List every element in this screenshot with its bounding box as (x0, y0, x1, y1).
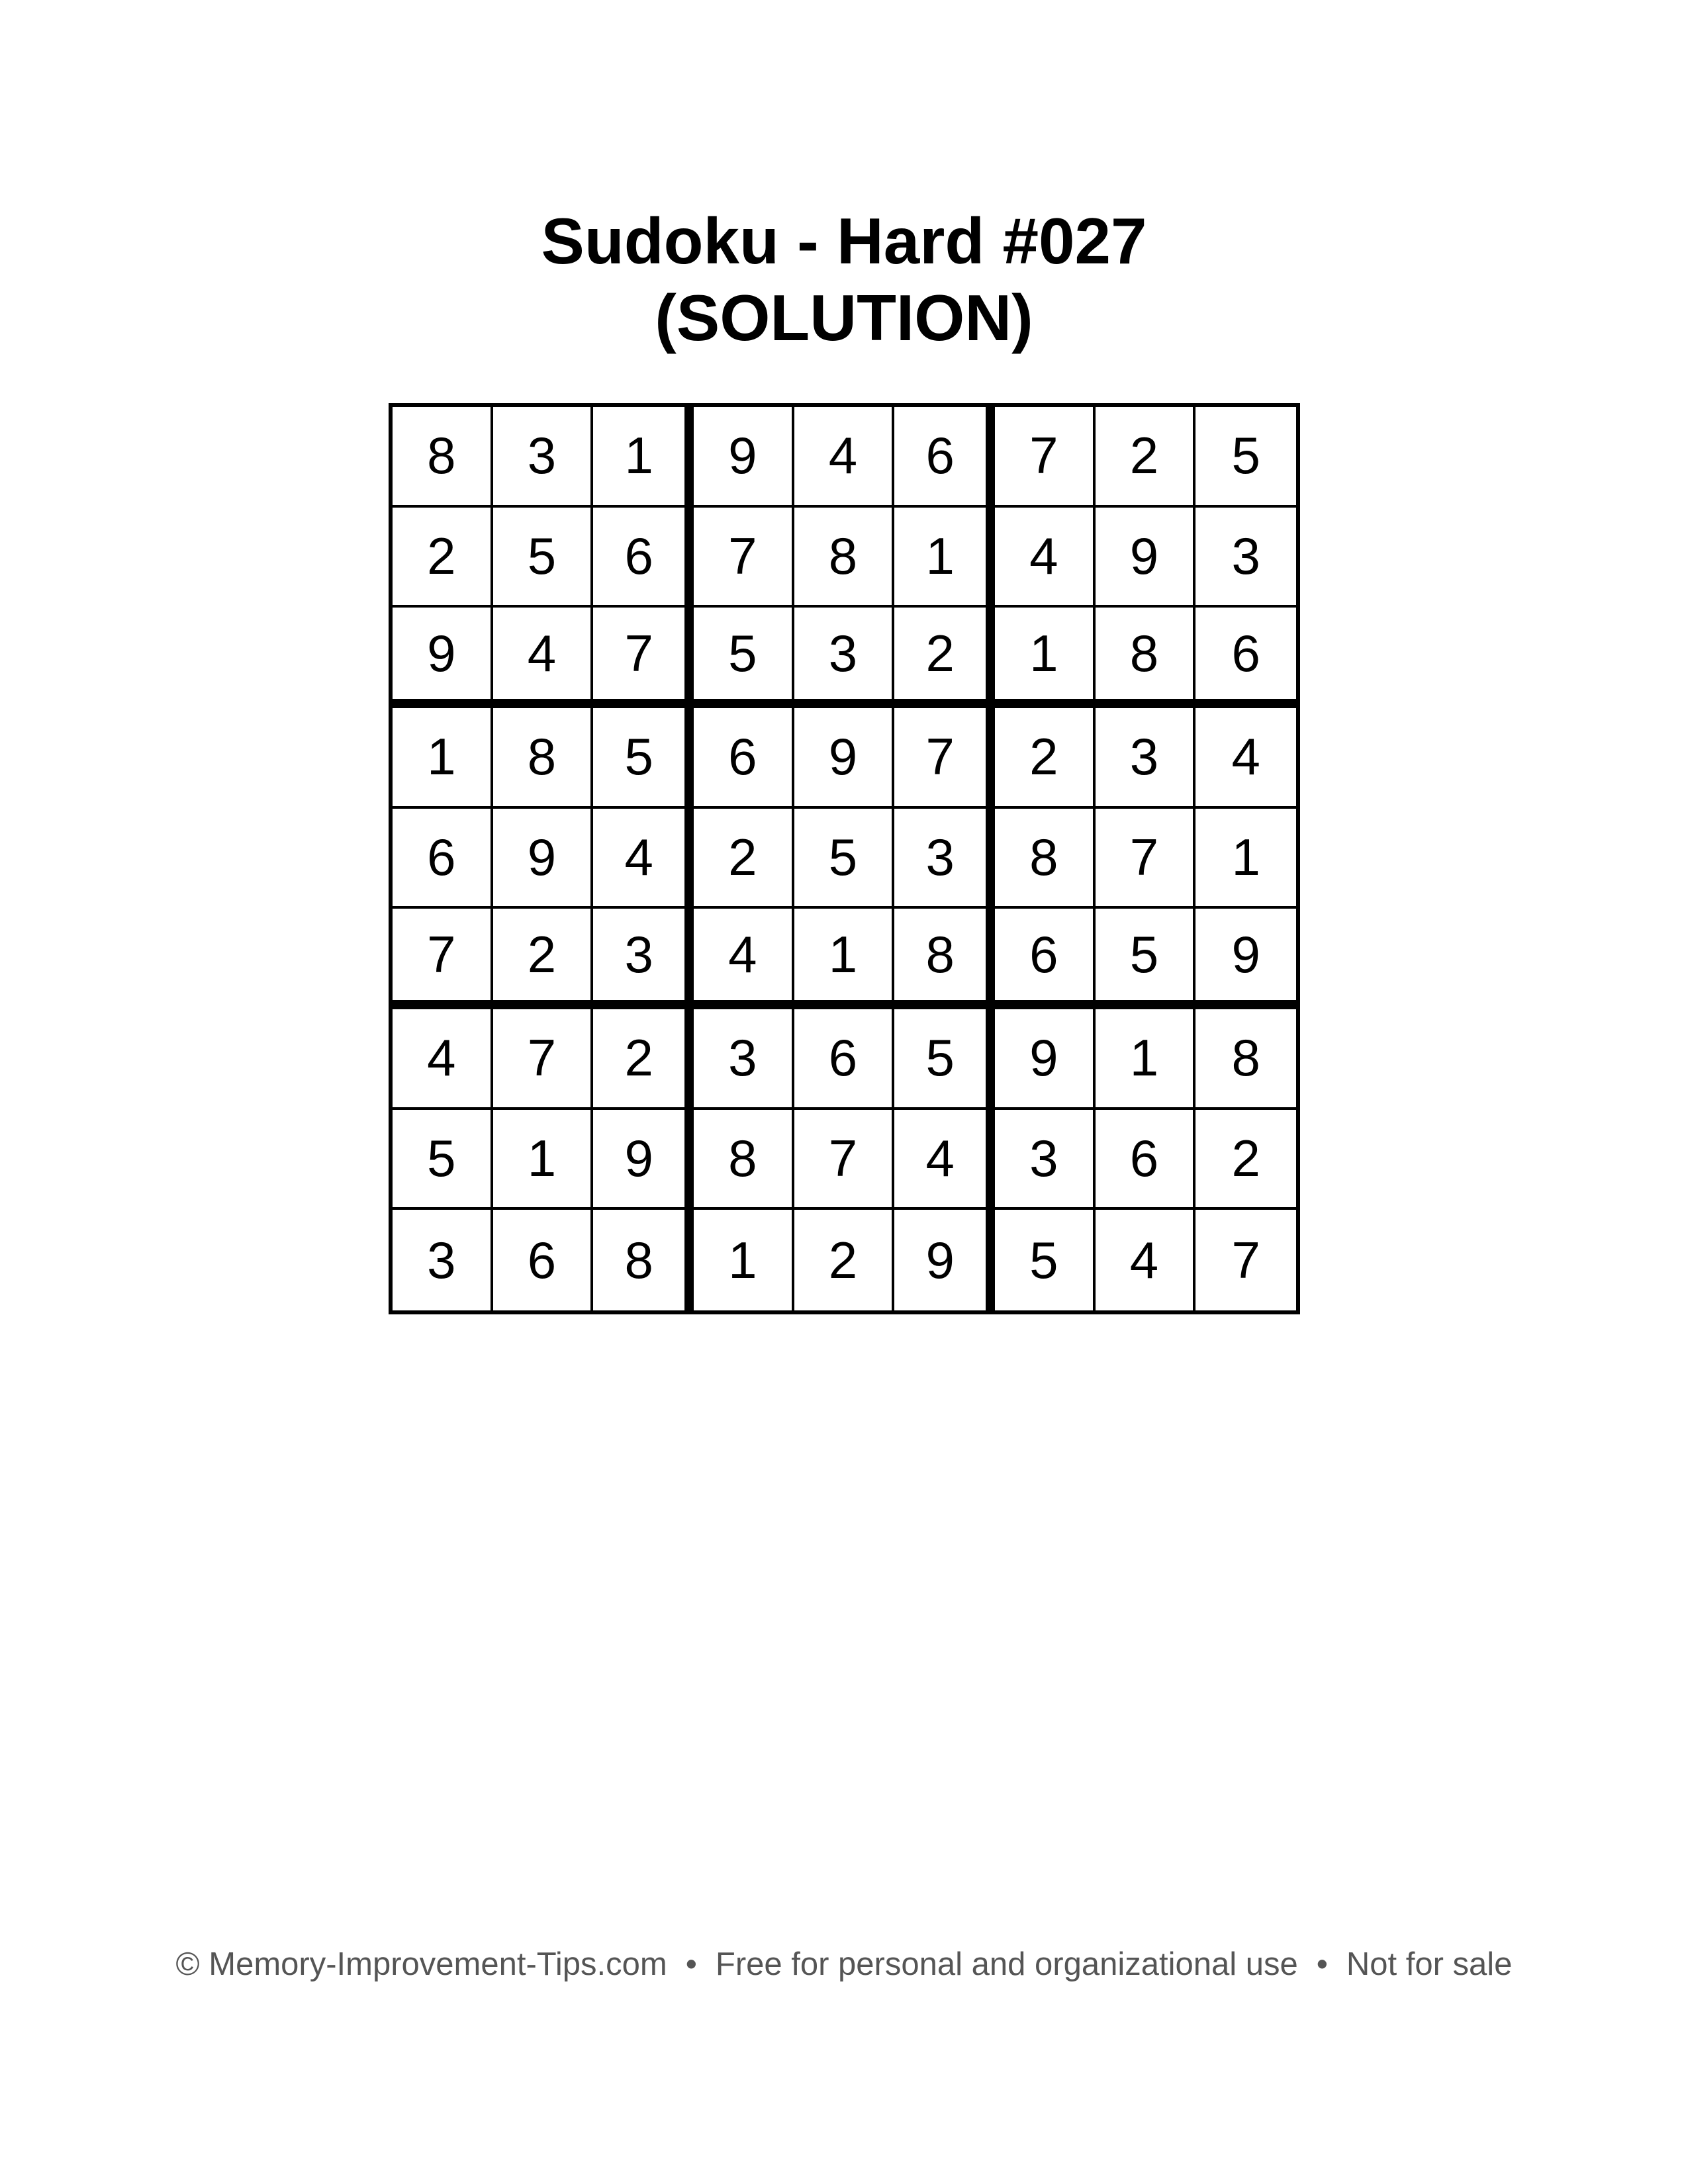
grid-cell: 1 (1096, 1009, 1196, 1110)
grid-cell: 5 (1196, 407, 1296, 508)
grid-cell: 4 (894, 1110, 995, 1210)
grid-cell: 5 (894, 1009, 995, 1110)
grid-cell: 4 (995, 508, 1096, 608)
sudoku-grid (389, 403, 1300, 1314)
grid-cell: 6 (493, 1210, 594, 1310)
grid-cell: 1 (995, 608, 1096, 708)
grid-cell: 7 (1096, 809, 1196, 909)
grid-cell: 4 (593, 809, 694, 909)
grid-cell: 6 (593, 508, 694, 608)
grid-cell: 5 (1096, 909, 1196, 1009)
grid-cell: 9 (593, 1110, 694, 1210)
grid-cell: 6 (694, 708, 794, 809)
grid-cell: 9 (393, 608, 493, 708)
grid-cell: 9 (694, 407, 794, 508)
grid-cell: 7 (995, 407, 1096, 508)
grid-cell: 6 (995, 909, 1096, 1009)
grid-cell: 1 (694, 1210, 794, 1310)
grid-cell: 4 (493, 608, 594, 708)
grid-cell: 5 (393, 1110, 493, 1210)
grid-cell: 5 (493, 508, 594, 608)
grid-cell: 8 (1096, 608, 1196, 708)
grid-cell: 2 (493, 909, 594, 1009)
grid-cell: 3 (593, 909, 694, 1009)
grid-cell: 7 (1231, 1230, 1260, 1289)
grid-cell: 8 (593, 1210, 694, 1310)
footer-separator: • (685, 1946, 697, 1982)
grid-cell: 3 (694, 1009, 794, 1110)
grid-cell: 5 (694, 608, 794, 708)
grid-cell: 8 (794, 508, 895, 608)
grid-cell: 4 (393, 1009, 493, 1110)
grid-cell: 3 (1096, 708, 1196, 809)
grid-cell: 9 (1096, 508, 1196, 608)
grid-cell: 4 (694, 909, 794, 1009)
grid-cell: 4 (1096, 1210, 1196, 1310)
grid-cell: 6 (794, 1009, 895, 1110)
grid-cell: 5 (593, 708, 694, 809)
grid-cell: 8 (393, 407, 493, 508)
footer-sale: Not for sale (1346, 1946, 1513, 1982)
grid-cell: 3 (794, 608, 895, 708)
page-title: Sudoku - Hard #027 (541, 205, 1147, 277)
grid-cell: 5 (794, 809, 895, 909)
grid-cell: 9 (894, 1210, 995, 1310)
grid-cell: 3 (393, 1210, 493, 1310)
grid-cell: 5 (995, 1210, 1096, 1310)
grid-cell: 6 (1196, 608, 1296, 708)
grid-cell: 1 (593, 407, 694, 508)
grid-cell: 7 (894, 708, 995, 809)
grid-cell: 8 (995, 809, 1096, 909)
grid-cell: 6 (393, 809, 493, 909)
grid-cell: 4 (1196, 708, 1296, 809)
grid-cell: 8 (894, 909, 995, 1009)
grid-cell: 2 (393, 508, 493, 608)
grid-cell: 7 (393, 909, 493, 1009)
grid-cell: 3 (995, 1110, 1096, 1210)
grid-cell: 4 (794, 407, 895, 508)
grid-cell: 9 (794, 708, 895, 809)
footer-separator: • (1316, 1946, 1328, 1982)
grid-cell: 2 (1196, 1110, 1296, 1210)
grid-cell: 2 (593, 1009, 694, 1110)
grid-cell: 6 (894, 407, 995, 508)
grid-cell: 2 (995, 708, 1096, 809)
grid-cell: 1 (393, 708, 493, 809)
grid-cell: 7 (493, 1009, 594, 1110)
grid-cell: 1 (794, 909, 895, 1009)
grid-cell: 7 (794, 1110, 895, 1210)
grid-cell: 2 (894, 608, 995, 708)
page-subtitle: (SOLUTION) (655, 281, 1033, 354)
grid-cell: 7 (694, 508, 794, 608)
grid-cell: 8 (1196, 1009, 1296, 1110)
grid-cell: 1 (493, 1110, 594, 1210)
grid-cell: 3 (493, 407, 594, 508)
grid-cell: 7 (593, 608, 694, 708)
grid-cell: 2 (794, 1210, 895, 1310)
footer-copyright: © Memory-Improvement-Tips.com (175, 1946, 667, 1982)
footer (0, 1946, 1688, 1983)
grid-cell: 3 (894, 809, 995, 909)
grid-cell: 2 (694, 809, 794, 909)
grid-cell: 1 (1196, 809, 1296, 909)
footer-usage: Free for personal and organizational use (715, 1946, 1298, 1982)
grid-cell: 8 (493, 708, 594, 809)
grid-cell: 9 (493, 809, 594, 909)
grid-cell: 9 (995, 1009, 1096, 1110)
grid-cell: 3 (1196, 508, 1296, 608)
grid-cell: 9 (1196, 909, 1296, 1009)
grid-cell: 1 (894, 508, 995, 608)
grid-cell: 6 (1096, 1110, 1196, 1210)
grid-cell: 2 (1096, 407, 1196, 508)
grid-cell: 8 (694, 1110, 794, 1210)
